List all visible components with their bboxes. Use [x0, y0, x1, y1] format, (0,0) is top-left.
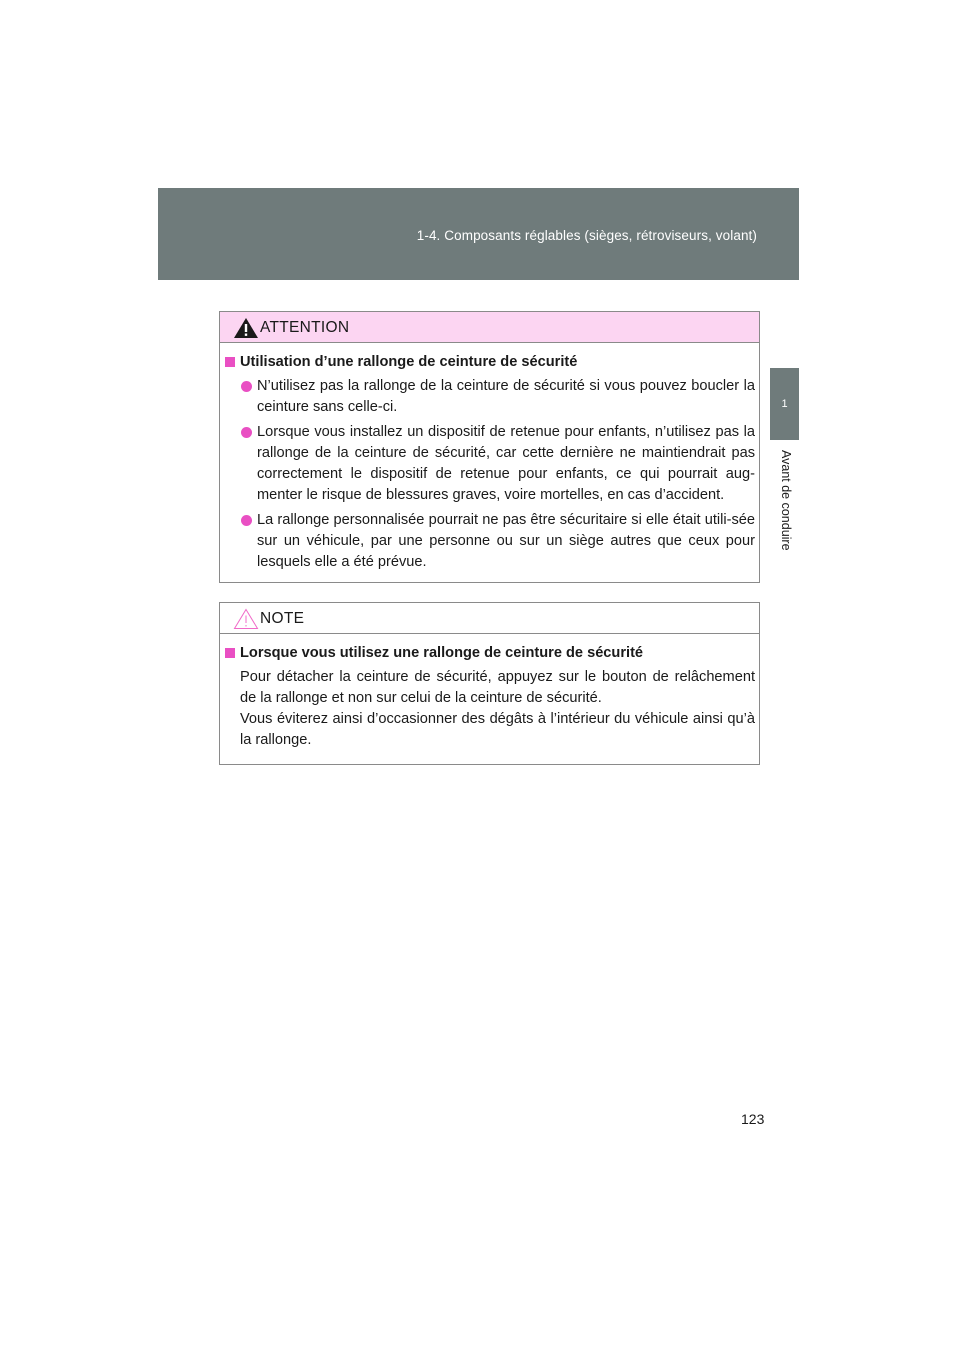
round-bullet-icon — [241, 515, 252, 526]
attention-bullet: N’utilisez pas la rallonge de la ceinture de sécurité si vous pouvez boucler la ceinture sans celle-ci. — [225, 376, 755, 418]
warning-icon — [233, 317, 259, 339]
attention-label: ATTENTION — [260, 319, 350, 336]
section-header-band — [158, 188, 799, 280]
attention-box — [219, 311, 760, 583]
attention-bullet: Lorsque vous installez un dispositif de retenue pour enfants, n’utilisez pas la rallonge de la ceinture de sécurité, car cette dernière ne maintiendrait pas correctement le dispositif de retenue pour enfants, ce qui pourrait aug-menter le risque de blessures graves, voire mortelles, en cas d’accident. — [225, 422, 755, 506]
round-bullet-icon — [241, 427, 252, 438]
note-section-title: Lorsque vous utilisez une rallonge de ceinture de sécurité — [225, 643, 755, 664]
note-label: NOTE — [260, 610, 305, 627]
round-bullet-icon — [241, 381, 252, 392]
attention-bullet: La rallonge personnalisée pourrait ne pas être sécuritaire si elle était utili-sée sur un véhicule, par une personne ou sur un siège autres que ceux pour lesquels elle a été prévue. — [225, 510, 755, 573]
attention-section-title: Utilisation d’une rallonge de ceinture de sécurité — [225, 352, 755, 373]
note-paragraph: Pour détacher la ceinture de sécurité, appuyez sur le bouton de relâchement de la rallonge et non sur celui de la ceinture de sécurité. — [240, 669, 755, 706]
chapter-tab-label: Avant de conduire — [779, 450, 793, 551]
note-box — [219, 602, 760, 765]
square-bullet-icon — [225, 357, 235, 367]
note-header — [220, 603, 759, 634]
warning-outline-icon — [233, 608, 259, 630]
section-header-title: 1-4. Composants réglables (sièges, rétroviseurs, volant) — [416, 228, 757, 243]
page-number: 123 — [741, 1111, 765, 1127]
attention-header — [220, 312, 759, 343]
note-paragraph: Vous éviterez ainsi d’occasionner des dégâts à l’intérieur du véhicule ainsi qu’à la rallonge. — [240, 711, 755, 748]
chapter-tab-number: 1 — [770, 368, 799, 440]
square-bullet-icon — [225, 648, 235, 658]
